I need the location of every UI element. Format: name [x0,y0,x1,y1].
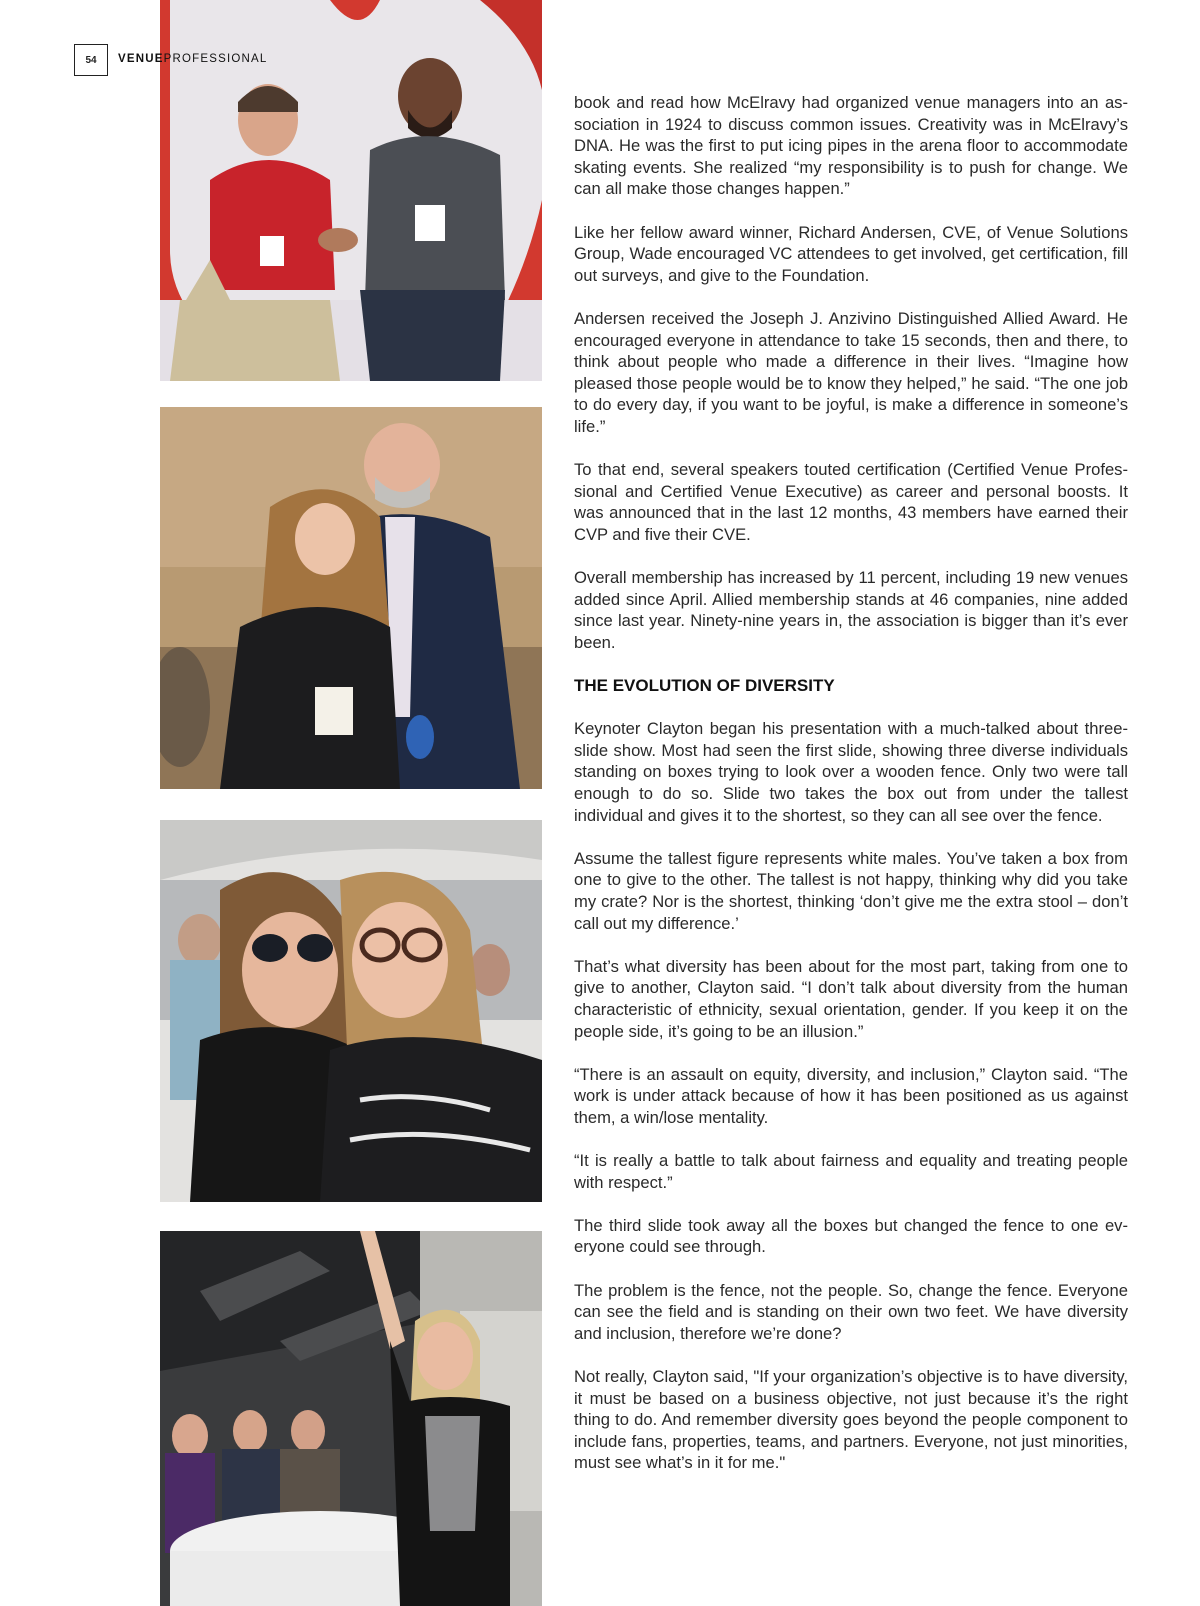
masthead-venue: VENUE [118,53,164,65]
article-paragraph: “It is really a battle to talk about fairness and equality and treating people with respect.” [574,1151,1128,1192]
article-paragraph: The problem is the fence, not the people. So, change the fence. Everyone can see the field and is standing on their own two feet. We have diversity and inclusion, therefore we’re done? [574,1280,1128,1343]
article-paragraph: That’s what diversity has been about for the most part, taking from one to give to another, Clayton said. “I don’t talk about diversity from the human characteristic of ethnicity, sexual orientation, gender. If you keep it on the people side, it’s going to be an illusion.” [574,956,1128,1041]
article-paragraph: Keynoter Clayton began his presentation with a much-talked about three-slide show. Most had seen the first slide, showing three diverse individuals standing on boxes trying to look over a wooden fence. Only two were tall enough to do so. Slide two takes the box out from under the tallest individual and gives it to the shortest, so they can all see over the fence. [574,719,1128,825]
article-body [574,92,1128,1496]
photo-woman-waving-banquet-icon [160,1231,542,1606]
article-paragraph: Like her fellow award winner, Richard Andersen, CVE, of Venue Solutions Group, Wade encouraged VC attendees to get involved, get certification, fill out surveys, and give to the Foundation. [574,222,1128,285]
masthead-professional: PROFESSIONAL [163,53,268,65]
article-paragraph: “There is an assault on equity, diversity, and inclusion,” Clayton said. “The work is under attack because of how it has been positioned as us against them, a win/lose mentality. [574,1064,1128,1127]
article-paragraph: Andersen received the Joseph J. Anzivino Distinguished Allied Award. He encouraged everyone in attendance to take 15 seconds, then and there, to think about people who made a difference in their lives. “Imagine how pleased those people would be to know they helped,” he said. “The one job to do every day, if you want to be joyful, is make a difference in someone’s life.” [574,308,1128,436]
photo-two-women-selfie-icon [160,820,542,1202]
article-paragraph: book and read how McElravy had organized venue managers into an association in 1924 to discuss common issues. Creativity was in McElravy’s DNA. He was the first to put icing pipes in the arena floor to accommodate skating events. She realized “my responsibility is to push for change. We can all make those changes happen.” [574,93,1128,199]
article-paragraph: Overall membership has increased by 11 percent, including 19 new venues added since April. Allied membership stands at 46 companies, nine added since last year. Ninety-nine years in, the association is bigger than it’s ever been. [574,568,1128,652]
article-paragraph: To that end, several speakers touted certification (Certified Venue Professional and Certified Venue Executive) as career and personal boosts. It was announced that in the last 12 months, 43 members have earned their CVP and five their CVE. [574,460,1128,544]
article-paragraph: The third slide took away all the boxes but changed the fence to one everyone could see through. [574,1215,1128,1257]
magazine-masthead [118,53,268,65]
article-paragraph: Assume the tallest figure represents white males. You’ve taken a box from one to give to the other. The tallest is not happy, thinking why did you take my crate? Nor is the shortest, thinking ‘don’t give me the extra stool – don’t call out my difference.’ [574,848,1128,933]
page-number [74,44,108,76]
photo-woman-man-hug-icon [160,407,542,789]
page-number-text: 54 [85,54,97,66]
article-paragraph: Not really, Clayton said, "If your organization’s objective is to have diversity, it must be based on a business objective, not just because it’s the right thing to do. And remember diversity goes beyond the people component to include fans, properties, teams, and partners. Everyone, not just minorities, must see what’s in it for me." [574,1367,1128,1473]
section-heading: THE EVOLUTION OF DIVERSITY [574,676,835,696]
